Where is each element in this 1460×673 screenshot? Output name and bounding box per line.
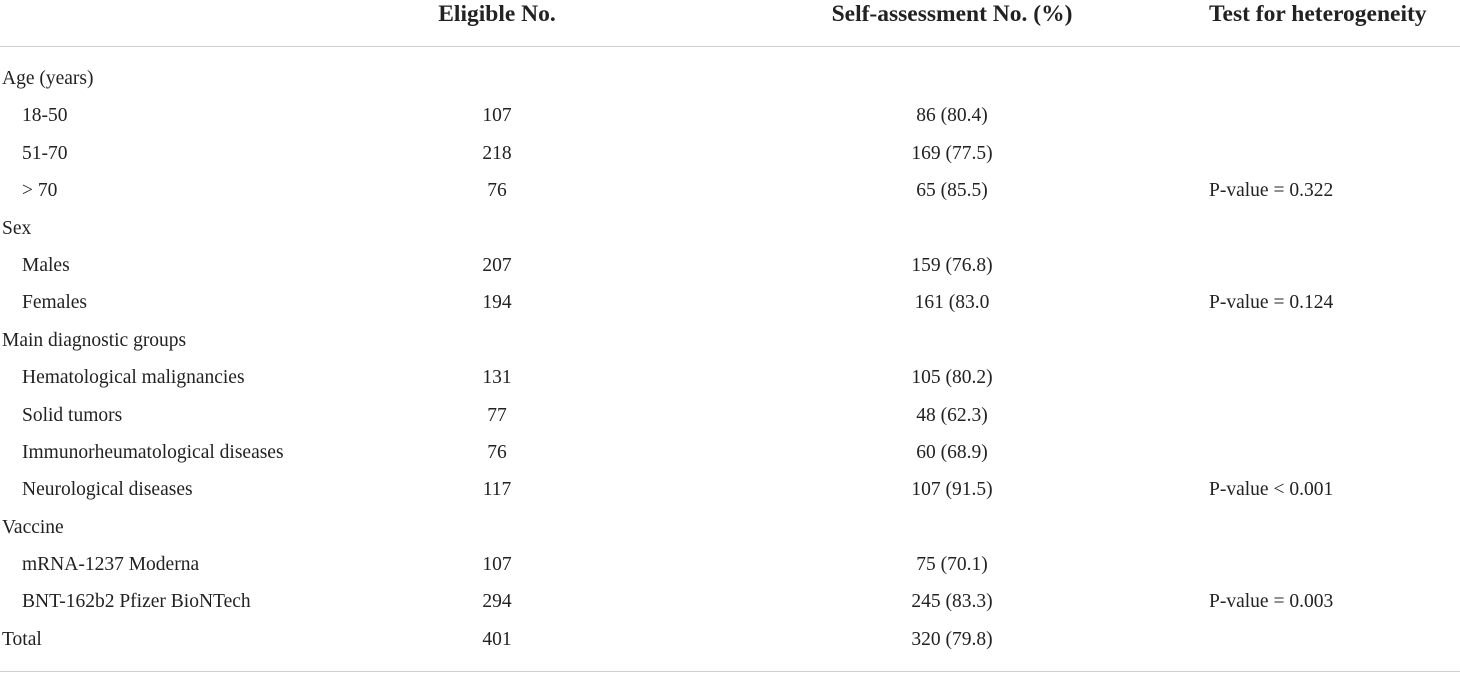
eligible-value: 207: [482, 254, 512, 276]
table-row: [0, 509, 1460, 546]
row-label: mRNA-1237 Moderna: [22, 554, 200, 576]
table-row: [0, 434, 1460, 471]
row-label: Age (years): [2, 68, 94, 89]
eligible-value: 107: [482, 105, 512, 127]
heterogeneity-value: P-value = 0.322: [1209, 180, 1334, 202]
table-row: [0, 621, 1460, 658]
header-eligible: Eligible No.: [438, 1, 556, 27]
eligible-value: 194: [482, 292, 512, 314]
row-label: BNT-162b2 Pfizer BioNTech: [22, 591, 251, 613]
row-label: Main diagnostic groups: [2, 329, 187, 351]
self-assessment-value: 86 (80.4): [916, 105, 988, 127]
row-label: Hematological malignancies: [22, 367, 245, 389]
self-assessment-value: 48 (62.3): [916, 404, 988, 426]
eligible-value: 131: [482, 367, 512, 389]
self-assessment-value: 161 (83.0: [914, 292, 990, 314]
table-row: [0, 471, 1460, 508]
eligible-value: 76: [487, 441, 507, 463]
eligible-value: 401: [482, 628, 512, 650]
self-assessment-value: 60 (68.9): [916, 441, 988, 463]
row-label: Neurological diseases: [22, 479, 193, 501]
eligible-value: 77: [487, 404, 507, 426]
table-row: [0, 546, 1460, 583]
eligible-value: 107: [482, 554, 512, 576]
eligible-value: 76: [487, 180, 507, 202]
row-label: Females: [22, 292, 87, 314]
table-row: [0, 322, 1460, 359]
self-assessment-value: 159 (76.8): [911, 254, 993, 276]
table-row: [0, 135, 1460, 172]
table-row: [0, 60, 1460, 97]
self-assessment-value: 75 (70.1): [916, 554, 988, 576]
heterogeneity-value: P-value = 0.003: [1209, 591, 1334, 613]
row-label: Immunorheumatological diseases: [22, 441, 284, 463]
row-label: Sex: [2, 217, 32, 239]
self-assessment-value: 320 (79.8): [911, 628, 993, 650]
table-row: [0, 97, 1460, 134]
self-assessment-value: 169 (77.5): [911, 142, 993, 164]
heterogeneity-value: P-value < 0.001: [1209, 479, 1334, 501]
heterogeneity-value: P-value = 0.124: [1209, 292, 1334, 314]
row-label: 51-70: [22, 142, 68, 164]
eligible-value: 294: [482, 591, 512, 613]
table-row: [0, 284, 1460, 321]
self-assessment-value: 107 (91.5): [911, 479, 993, 501]
table-row: [0, 583, 1460, 620]
eligible-value: 117: [482, 479, 512, 501]
row-label: Solid tumors: [22, 404, 123, 426]
table-row: [0, 359, 1460, 396]
header-self-assessment: Self-assessment No. (%): [831, 1, 1073, 27]
row-label: Males: [22, 254, 70, 276]
table-header: [0, 0, 1460, 47]
row-label: Vaccine: [2, 516, 64, 538]
row-label: > 70: [22, 180, 58, 202]
table-row: [0, 247, 1460, 284]
table-row: [0, 397, 1460, 434]
self-assessment-value: 245 (83.3): [911, 591, 993, 613]
row-label: 18-50: [22, 105, 68, 127]
self-assessment-value: 65 (85.5): [916, 180, 988, 202]
bottom-rule: [0, 671, 1460, 672]
table-row: [0, 210, 1460, 247]
row-label: Total: [2, 628, 42, 650]
header-heterogeneity: Test for heterogeneity: [1209, 1, 1427, 27]
self-assessment-value: 105 (80.2): [911, 367, 993, 389]
table-body: [0, 60, 1460, 658]
eligible-value: 218: [482, 142, 512, 164]
table-row: [0, 172, 1460, 209]
